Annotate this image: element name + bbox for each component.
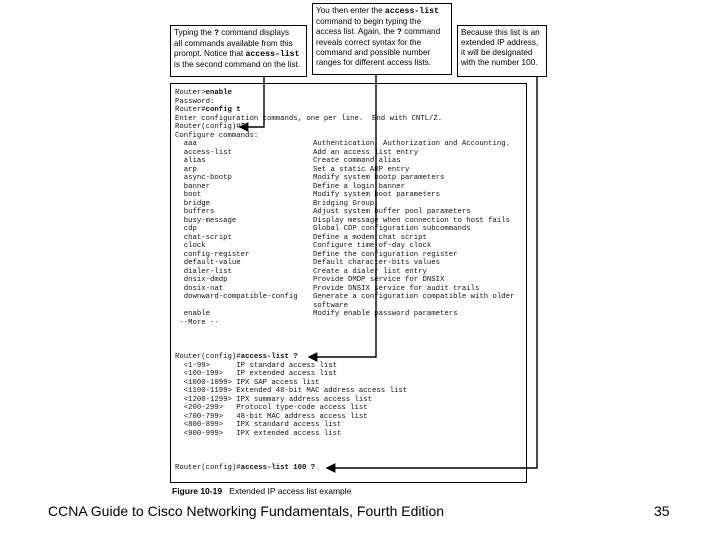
callout-text: all commands available from this <box>174 39 293 48</box>
terminal-output <box>170 83 527 483</box>
callout-text: extended IP address, <box>461 38 539 47</box>
terminal-text: downward-compatible-config <box>175 293 298 301</box>
terminal-line <box>175 362 337 371</box>
terminal-line <box>175 464 315 473</box>
terminal-line <box>175 174 232 183</box>
terminal-line <box>175 396 372 405</box>
callout-text: it will be designated <box>461 48 533 57</box>
callout-text: command and possible number <box>316 48 431 57</box>
terminal-line <box>175 430 341 439</box>
command-description: Modify enable password parameters <box>313 310 458 318</box>
command-description: Provide DNSIX service for audit trails <box>313 284 480 293</box>
terminal-line <box>175 89 232 98</box>
terminal-text: aaa <box>175 140 197 148</box>
terminal-line <box>175 353 298 362</box>
terminal-text: enable <box>175 310 211 318</box>
command-description: Define a login banner <box>313 182 405 191</box>
terminal-text: <100-199> IP extended access list <box>175 370 338 378</box>
callout-text: ? <box>214 29 219 38</box>
terminal-line <box>175 242 206 251</box>
callout-text: You then enter the <box>316 6 385 15</box>
callout-text: prompt. Notice that <box>174 49 246 58</box>
terminal-text: dialer-list <box>175 267 232 276</box>
terminal-line <box>175 123 245 132</box>
callout-text: ranges for different access lists. <box>316 58 431 67</box>
terminal-text: arp <box>175 165 197 174</box>
terminal-line <box>175 387 407 396</box>
terminal-text: buffers <box>175 208 215 216</box>
callout-access-list-syntax <box>312 3 452 75</box>
terminal-line <box>175 106 241 115</box>
terminal-line <box>175 268 232 277</box>
typed-command: enable <box>205 89 232 97</box>
terminal-text: Router(config)# <box>175 123 241 131</box>
command-description: Adjust system buffer pool parameters <box>313 208 471 216</box>
terminal-line <box>175 149 232 158</box>
terminal-text: <800-899> IPX standard access list <box>175 421 342 429</box>
terminal-text: Router> <box>175 89 206 97</box>
command-description: Generate a configuration compatible with older <box>313 293 515 301</box>
terminal-text: <1200-1299> IPX summary address access list <box>175 395 373 404</box>
callout-text: with the number 100. <box>461 58 538 67</box>
terminal-line <box>175 251 249 260</box>
terminal-text: dnsix-dmdp <box>175 276 228 284</box>
terminal-line <box>175 115 442 124</box>
typed-command: access-list ? <box>240 353 298 361</box>
callout-line <box>461 48 543 58</box>
callout-line <box>316 48 448 58</box>
command-description: Configure time-of-day clock <box>313 242 432 250</box>
callout-line <box>174 39 303 49</box>
terminal-line <box>175 217 236 226</box>
terminal-line <box>175 379 320 388</box>
terminal-text: <900-999> IPX extended access list <box>175 429 342 438</box>
terminal-line <box>175 166 197 175</box>
terminal-text: async-bootp <box>175 174 232 182</box>
terminal-line <box>175 276 228 285</box>
terminal-text: dnsix-nat <box>175 284 224 293</box>
terminal-line <box>175 191 201 200</box>
callout-line <box>174 60 303 70</box>
terminal-line <box>175 404 368 413</box>
command-description: Global CDP configuration subcommands <box>313 225 471 233</box>
callout-text: ? <box>397 28 402 37</box>
terminal-line <box>175 310 210 319</box>
terminal-line <box>175 132 258 141</box>
callout-line <box>316 17 448 27</box>
terminal-text: Enter configuration commands, one per line. End with CNTL/Z. <box>175 114 443 123</box>
command-description: Add an access list entry <box>313 148 419 157</box>
terminal-line <box>175 319 219 328</box>
terminal-line <box>175 157 206 166</box>
terminal-text: Password: <box>175 97 215 106</box>
callout-line <box>174 28 303 39</box>
callout-text: access list. Again, the <box>316 27 398 36</box>
terminal-line <box>175 421 341 430</box>
terminal-text: <200-299> Protocol type-code access list <box>175 404 368 412</box>
command-description: Define the configuration register <box>313 250 458 259</box>
command-description: software <box>313 301 349 310</box>
callout-line <box>316 38 448 48</box>
terminal-text: default-value <box>175 259 241 267</box>
terminal-text: <700-799> 48-bit MAC address access list <box>175 412 368 421</box>
typed-command: config t <box>205 106 241 114</box>
terminal-line <box>175 183 210 192</box>
terminal-line <box>175 293 298 302</box>
terminal-text: Router(config)# <box>175 464 241 472</box>
command-description: Modify system bootp parameters <box>313 174 445 182</box>
terminal-text: Router(config)# <box>175 353 241 361</box>
terminal-line <box>175 370 337 379</box>
terminal-text: banner <box>175 182 211 191</box>
command-description: Default character-bits values <box>313 259 440 267</box>
page-number: 35 <box>654 503 670 519</box>
terminal-text: cdp <box>175 225 197 233</box>
terminal-text: Router# <box>175 106 206 114</box>
footer-title: CCNA Guide to Cisco Networking Fundamentals, Fourth Edition <box>48 503 445 519</box>
callout-line <box>316 6 448 17</box>
terminal-line <box>175 413 368 422</box>
terminal-line <box>175 208 214 217</box>
terminal-text: boot <box>175 191 202 199</box>
command-description: Display message when connection to host fails <box>313 216 511 225</box>
terminal-text: busy-message <box>175 216 237 225</box>
terminal-line <box>175 285 223 294</box>
terminal-text: <1000-1099> IPX SAP access list <box>175 378 320 387</box>
callout-text: command <box>401 27 441 36</box>
command-description: Define a modem chat script <box>313 233 427 242</box>
callout-line <box>174 49 303 60</box>
terminal-text: <1-99> IP standard access list <box>175 361 338 370</box>
callout-extended-ip <box>457 25 547 77</box>
callout-text: access-list <box>384 7 439 16</box>
callout-text: command displays <box>218 28 290 37</box>
callout-text: command to begin typing the <box>316 17 422 26</box>
command-description: Modify system boot parameters <box>313 191 440 199</box>
callout-text: access-list <box>245 50 300 59</box>
terminal-text: bridge <box>175 199 211 208</box>
command-description: Create a dialer list entry <box>313 267 427 276</box>
figure-caption-text: Extended IP access list example <box>229 486 352 496</box>
terminal-text: config-register <box>175 250 250 259</box>
command-description: Create command alias <box>313 157 401 165</box>
figure-caption <box>172 486 351 496</box>
callout-text: Typing the <box>174 28 215 37</box>
callout-line <box>316 27 448 38</box>
terminal-text: clock <box>175 242 206 250</box>
typed-command: access-list 100 ? <box>240 464 316 472</box>
callout-help-command <box>170 25 307 77</box>
terminal-text: <1100-1199> Extended 48-bit MAC address access list <box>175 387 408 395</box>
figure-label: Figure 10-19 <box>172 486 223 496</box>
terminal-line <box>175 98 214 107</box>
terminal-text: Configure commands: <box>175 131 259 140</box>
terminal-text: access-list <box>175 148 232 157</box>
command-description: Provide DMDP service for DNSIX <box>313 276 445 284</box>
terminal-text: alias <box>175 157 206 165</box>
terminal-line <box>175 140 197 149</box>
terminal-line <box>175 200 210 209</box>
callout-text: is the second command on the list. <box>174 60 301 69</box>
terminal-line <box>175 259 241 268</box>
terminal-text: chat-script <box>175 233 232 242</box>
command-description: Authentication, Authorization and Accounting. <box>313 140 511 148</box>
terminal-line <box>175 234 232 243</box>
terminal-line <box>175 225 197 234</box>
command-description: Set a static ARP entry <box>313 165 410 174</box>
typed-command: ? <box>240 123 246 131</box>
callout-text: reveals correct syntax for the <box>316 38 422 47</box>
callout-line <box>461 28 543 38</box>
terminal-text: --More -- <box>175 318 219 327</box>
callout-line <box>461 38 543 48</box>
callout-line <box>316 58 448 68</box>
command-description: Bridging Group. <box>313 199 379 208</box>
callout-text: Because this list is an <box>461 28 540 37</box>
callout-line <box>461 58 543 68</box>
